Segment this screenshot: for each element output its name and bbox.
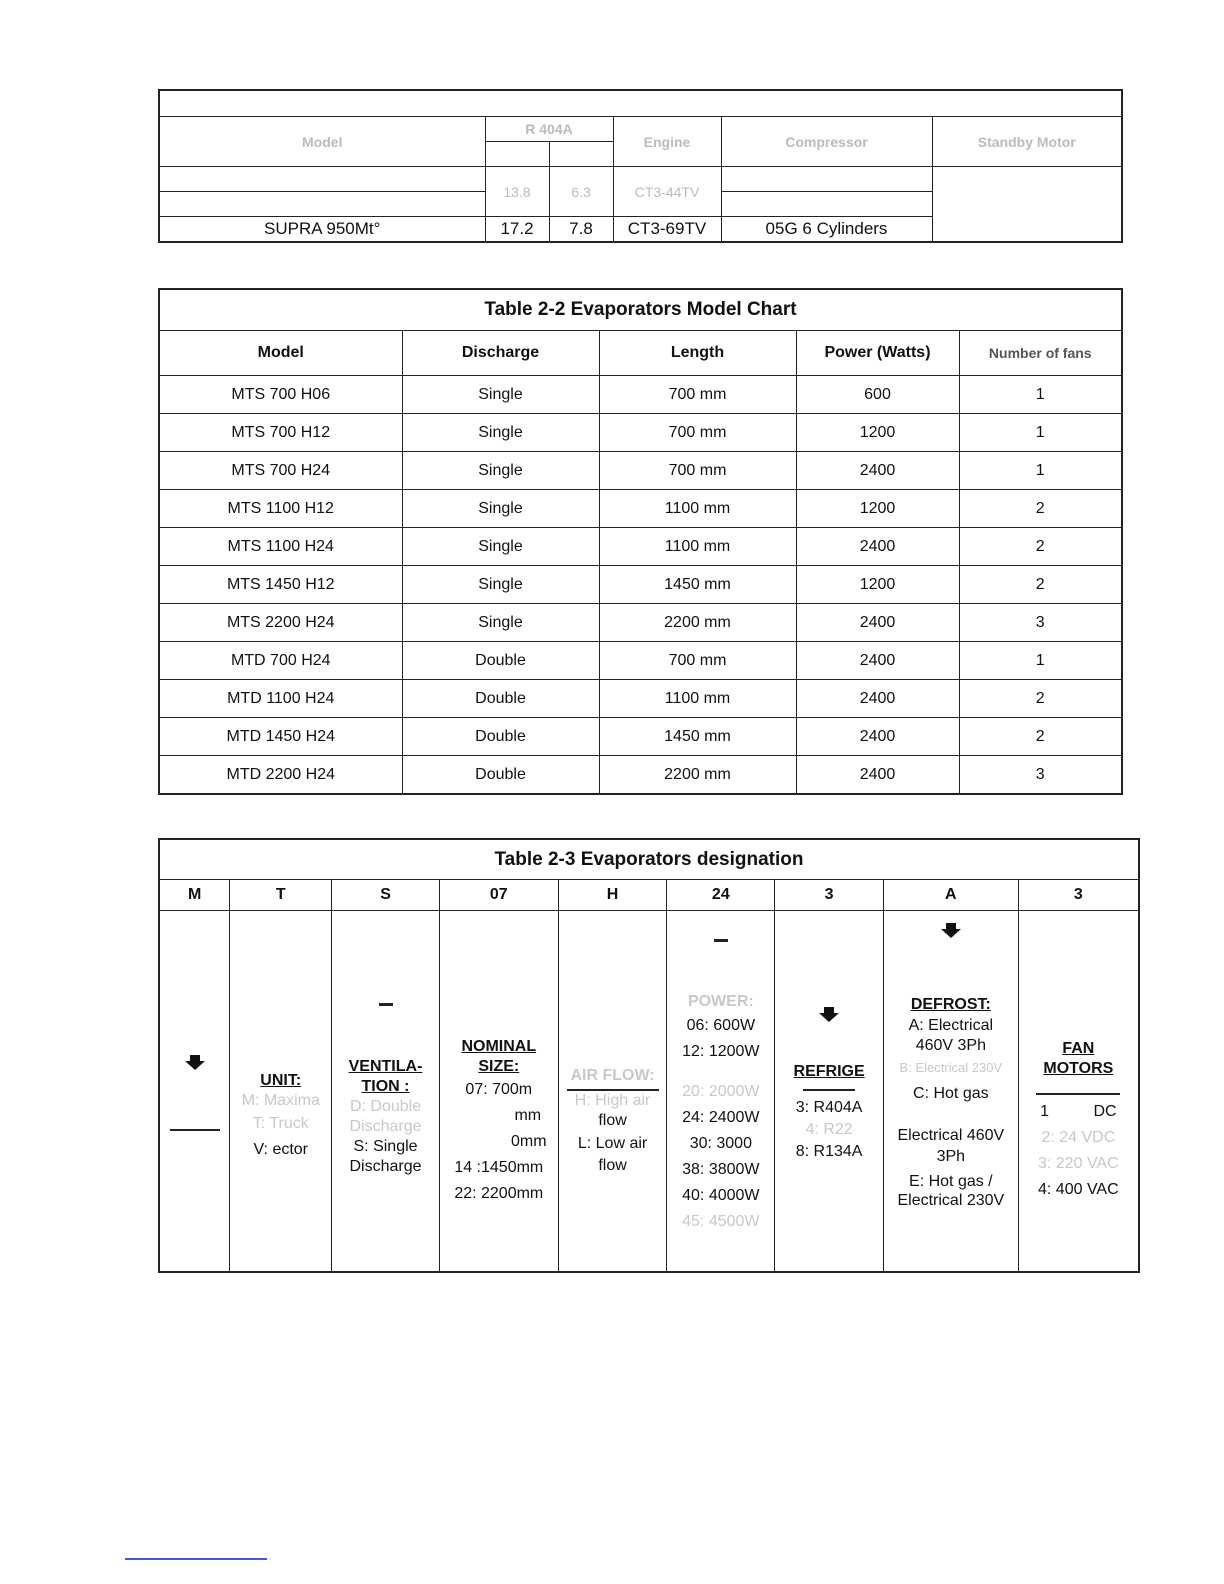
table-cell: 2 [959, 680, 1122, 718]
ventilation-option-s2: Discharge [349, 1158, 422, 1175]
table-cell: 1100 mm [599, 490, 796, 528]
table1-standby-cell [932, 167, 1122, 243]
table-cell: Double [402, 642, 599, 680]
table1-header-model: Model [159, 117, 485, 167]
size-option-14: 14 :1450mm [454, 1159, 544, 1176]
table1-blank-compressor [721, 167, 932, 192]
power-heading: POWER: [687, 993, 754, 1010]
standby-motor-table [158, 89, 1123, 243]
table-cell: 3 [959, 604, 1122, 642]
table-cell: 2 [959, 718, 1122, 756]
table3-title: Table 2-3 Evaporators designation [159, 839, 1139, 880]
table-cell: 1200 [796, 414, 959, 452]
table-cell: MTS 700 H24 [159, 452, 402, 490]
table-row [159, 756, 1122, 795]
unit-heading: UNIT: [260, 1072, 302, 1089]
table-cell: 2400 [796, 718, 959, 756]
defrost-option-e2: Electrical 230V [897, 1192, 1005, 1209]
size-heading-1: NOMINAL [461, 1038, 537, 1055]
table1-row-model: SUPRA 950Mt° [159, 217, 485, 243]
table1-header-r404a: R 404A [485, 117, 613, 142]
power-option-12: 12: 1200W [682, 1043, 760, 1060]
table1-header-standby: Standby Motor [932, 117, 1122, 167]
table-cell: 2400 [796, 756, 959, 795]
power-option-20: 20: 2000W [682, 1083, 760, 1100]
divider [170, 1129, 220, 1131]
table-cell: 2200 mm [599, 756, 796, 795]
table-cell: 1100 mm [599, 528, 796, 566]
col-fan-motors [1018, 911, 1139, 1273]
table-row [159, 490, 1122, 528]
power-option-06: 06: 600W [686, 1017, 756, 1034]
table1-sub-a [485, 142, 549, 167]
table-row [159, 452, 1122, 490]
table-cell: 3 [959, 756, 1122, 795]
unit-option-v: V: ector [253, 1141, 309, 1158]
table2-header-discharge: Discharge [402, 331, 599, 376]
col-defrost [883, 911, 1018, 1273]
table-cell: 1200 [796, 566, 959, 604]
col-size [439, 911, 558, 1273]
col-unit [230, 911, 332, 1273]
table-cell: Double [402, 718, 599, 756]
table-cell: MTS 2200 H24 [159, 604, 402, 642]
down-arrow-icon [185, 1061, 205, 1070]
footer-link-underline [125, 1558, 267, 1560]
col-m [159, 911, 230, 1273]
table-row [159, 414, 1122, 452]
table-cell: 1450 mm [599, 566, 796, 604]
code-t: T [230, 880, 332, 911]
power-option-45: 45: 4500W [682, 1213, 760, 1230]
airflow-option-h: H: High air [574, 1091, 651, 1109]
defrost-option-a: A: Electrical [908, 1017, 994, 1034]
table1-row-compressor: 05G 6 Cylinders [721, 217, 932, 243]
table1-sub-b [549, 142, 613, 167]
refrigerant-option-3: 3: R404A [795, 1098, 863, 1116]
table-cell: MTS 700 H06 [159, 376, 402, 414]
code-24: 24 [667, 880, 775, 911]
table2-title: Table 2-2 Evaporators Model Chart [159, 289, 1122, 331]
evaporators-model-chart [158, 288, 1123, 795]
table1-faded-engine: CT3-44TV [613, 167, 721, 217]
size-heading-2: SIZE: [478, 1058, 520, 1075]
table-cell: 2400 [796, 452, 959, 490]
table-cell: Single [402, 414, 599, 452]
col-ventilation [332, 911, 440, 1273]
table-cell: MTS 1100 H12 [159, 490, 402, 528]
table2-body [159, 376, 1122, 795]
table2-header-power: Power (Watts) [796, 331, 959, 376]
table1-blank-compressor2 [721, 192, 932, 217]
table1-row-r404a-b: 7.8 [549, 217, 613, 243]
table-cell: 2200 mm [599, 604, 796, 642]
fan-option-4: 4: 400 VAC [1038, 1180, 1119, 1198]
table-cell: MTS 1450 H12 [159, 566, 402, 604]
power-option-30: 30: 3000 [689, 1135, 752, 1152]
code-07: 07 [439, 880, 558, 911]
fan-option-3: 3: 220 VAC [1038, 1154, 1119, 1172]
table-cell: 700 mm [599, 452, 796, 490]
table-row [159, 566, 1122, 604]
size-option-22: 22: 2200mm [454, 1185, 544, 1202]
table1-faded-a: 13.8 [485, 167, 549, 217]
table1-faded-b: 6.3 [549, 167, 613, 217]
fan-option-1: 1 DC [1040, 1102, 1117, 1120]
ventilation-heading-2: TION : [361, 1078, 410, 1095]
refrigerant-option-8: 8: R134A [795, 1142, 863, 1160]
code-3: 3 [775, 880, 884, 911]
col-airflow [558, 911, 667, 1273]
power-option-24: 24: 2400W [682, 1109, 760, 1126]
col-power [667, 911, 775, 1273]
table-cell: 700 mm [599, 376, 796, 414]
evaporators-designation-table [158, 838, 1140, 1273]
table1-header-compressor: Compressor [721, 117, 932, 167]
ventilation-option-d2: Discharge [349, 1118, 422, 1135]
dash-mark [714, 939, 728, 942]
defrost-heading: DEFROST: [910, 996, 991, 1013]
defrost-option-b: B: Electrical 230V [899, 1060, 1003, 1075]
unit-option-m: M: Maxima [241, 1092, 320, 1109]
down-arrow-icon [819, 1013, 839, 1022]
table-cell: 2 [959, 490, 1122, 528]
refrigerant-heading: REFRIGE [793, 1063, 865, 1080]
table2-header-fans: Number of fans [959, 331, 1122, 376]
table-cell: 2 [959, 566, 1122, 604]
table-cell: MTD 700 H24 [159, 642, 402, 680]
table-cell: Single [402, 566, 599, 604]
ventilation-option-d: D: Double [349, 1098, 422, 1115]
table-row [159, 604, 1122, 642]
table1-blank-model2 [159, 192, 485, 217]
table2-header-model: Model [159, 331, 402, 376]
table-row [159, 680, 1122, 718]
table-row [159, 376, 1122, 414]
table-cell: 1450 mm [599, 718, 796, 756]
code-m: M [159, 880, 230, 911]
table-cell: 1200 [796, 490, 959, 528]
table-cell: MTD 1450 H24 [159, 718, 402, 756]
table-row [159, 642, 1122, 680]
fan-option-2: 2: 24 VDC [1041, 1128, 1116, 1146]
airflow-heading: AIR FLOW: [570, 1067, 655, 1084]
table-cell: 600 [796, 376, 959, 414]
down-arrow-icon [941, 929, 961, 938]
table-cell: 2400 [796, 680, 959, 718]
power-option-38: 38: 3800W [682, 1161, 760, 1178]
table-cell: MTS 1100 H24 [159, 528, 402, 566]
size-option-07: 07: 700m [465, 1081, 533, 1098]
size-option-0mm: 0mm [511, 1133, 547, 1150]
refrigerant-option-4: 4: R22 [805, 1120, 853, 1138]
table-cell: 700 mm [599, 642, 796, 680]
power-option-40: 40: 4000W [682, 1187, 760, 1204]
table-row [159, 718, 1122, 756]
table-cell: Single [402, 490, 599, 528]
table-cell: Single [402, 452, 599, 490]
table-cell: MTD 1100 H24 [159, 680, 402, 718]
table1-caption [159, 90, 1122, 117]
ventilation-option-s: S: Single [353, 1138, 418, 1155]
unit-option-t: T: Truck [252, 1115, 309, 1132]
table-cell: Single [402, 376, 599, 414]
code-3b: 3 [1018, 880, 1139, 911]
defrost-option-d: Electrical 460V [897, 1127, 1005, 1144]
code-h: H [558, 880, 667, 911]
airflow-option-l: L: Low air [577, 1134, 648, 1152]
fan-heading-2: MOTORS [1043, 1060, 1114, 1077]
table1-header-engine: Engine [613, 117, 721, 167]
table-cell: 1 [959, 414, 1122, 452]
table1-blank-model [159, 167, 485, 192]
table-cell: Single [402, 528, 599, 566]
table-cell: 1 [959, 452, 1122, 490]
defrost-option-e: E: Hot gas / [909, 1173, 993, 1190]
table-cell: 1100 mm [599, 680, 796, 718]
table-cell: 2400 [796, 528, 959, 566]
defrost-option-c: C: Hot gas [913, 1085, 989, 1102]
table1-row-r404a-a: 17.2 [485, 217, 549, 243]
fan-heading-1: FAN [1062, 1040, 1095, 1057]
code-s: S [332, 880, 440, 911]
table-cell: 2400 [796, 642, 959, 680]
table-cell: 700 mm [599, 414, 796, 452]
defrost-option-d2: 3Ph [936, 1148, 966, 1165]
dash-mark [379, 1003, 393, 1006]
airflow-option-l2: flow [598, 1156, 627, 1174]
table1-row-engine: CT3-69TV [613, 217, 721, 243]
table-cell: 2 [959, 528, 1122, 566]
table-cell: Single [402, 604, 599, 642]
size-option-mm: mm [514, 1107, 542, 1124]
airflow-option-h2: flow [598, 1111, 627, 1129]
table-cell: 2400 [796, 604, 959, 642]
table-cell: MTD 2200 H24 [159, 756, 402, 795]
table-cell: MTS 700 H12 [159, 414, 402, 452]
table-row [159, 528, 1122, 566]
table-cell: Double [402, 756, 599, 795]
table-cell: Double [402, 680, 599, 718]
ventilation-heading-1: VENTILA- [348, 1058, 423, 1075]
table-cell: 1 [959, 376, 1122, 414]
code-a: A [883, 880, 1018, 911]
table-cell: 1 [959, 642, 1122, 680]
defrost-option-a2: 460V 3Ph [915, 1037, 986, 1054]
col-refrigerant [775, 911, 884, 1273]
table2-header-length: Length [599, 331, 796, 376]
